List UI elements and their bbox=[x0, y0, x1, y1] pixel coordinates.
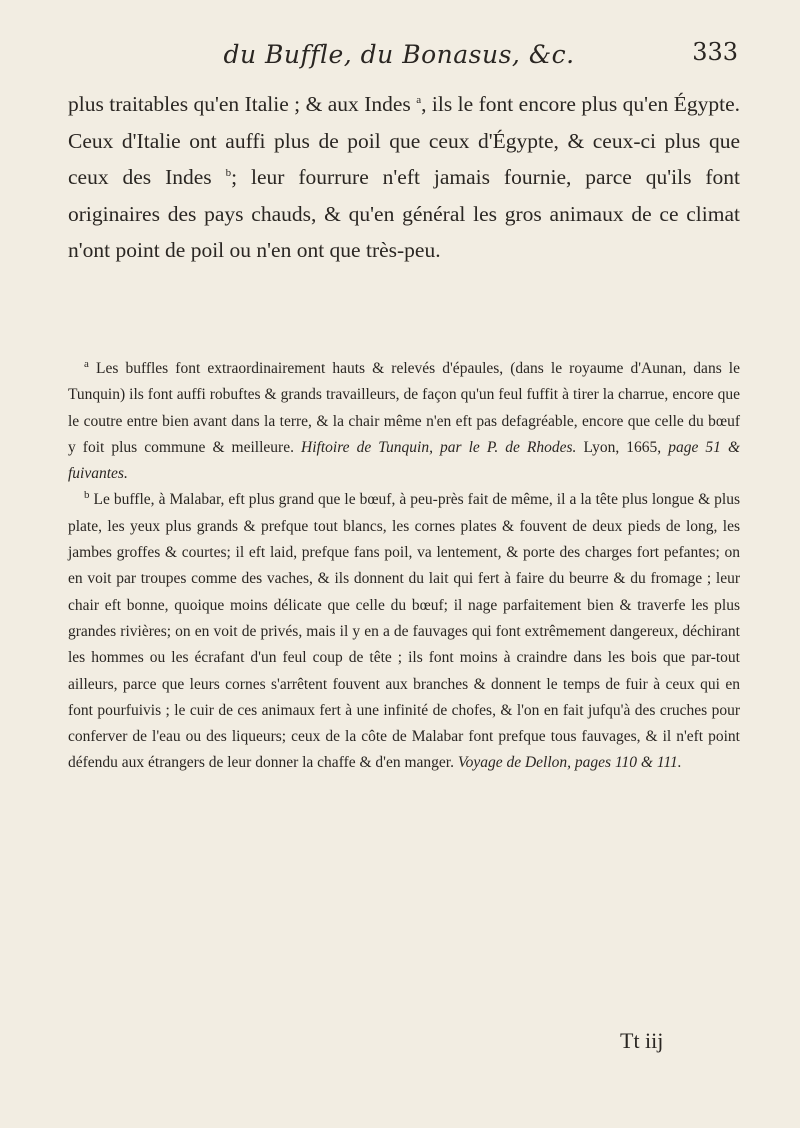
main-text-part2: , ils le font encore plus qu'en Égypte. Ceux d'Italie ont auffi plus de poil que ceux d'Égypte, & ceux-ci plus que ceux des Indes bbox=[68, 92, 741, 189]
page-number: 333 bbox=[692, 38, 738, 66]
footnote-b bbox=[68, 487, 740, 776]
main-text bbox=[68, 86, 740, 269]
footnote-a-citation-tail: Lyon, 1665, bbox=[583, 438, 662, 456]
footnote-a-text: Les buffles font extraordinairement hauts & relevés d'épaules, (dans le royaume d'Aunan, dans le Tunquin) ils font auffi robuftes & grands travailleurs, de façon qu'un feul fuffit à tirer la charrue, encore que le coutre entre bien avant dans la terre, & la chair même n'en eft pas defagréable, encore que celle du bœuf y foit plus commune & meilleure. bbox=[68, 360, 740, 456]
main-text-part3: ; leur fourrure n'eft jamais fournie, parce qu'ils font originaires des pays chauds, & qu'en général les gros animaux de ce climat n'ont point de poil ou n'en ont que très-peu. bbox=[68, 165, 740, 262]
footnote-a-citation: Hiftoire de Tunquin, par le P. de Rhodes. bbox=[301, 438, 577, 456]
footnotes bbox=[68, 356, 740, 777]
footnote-ref-b: b bbox=[225, 166, 232, 179]
footnote-marker-b: b bbox=[84, 489, 90, 502]
footnote-a-pages: page 51 & fuivantes. bbox=[68, 438, 741, 483]
footnote-a bbox=[68, 356, 740, 487]
footnote-marker-a: a bbox=[84, 357, 89, 370]
main-text-part1: plus traitables qu'en Italie ; & aux Indes bbox=[68, 92, 411, 116]
footnote-b-text: Le buffle, à Malabar, eft plus grand que le bœuf, à peu-près fait de même, il a la tête plus longue & plus plate, les yeux plus grands & prefque tout blancs, les cornes plates & fouvent de deux pieds de long, les jambes groffes & courtes; il eft laid, prefque fans poil, va lentement, & porte des charges fort pefantes; on en voit par troupes comme des vaches, & ils donnent du lait qui fert à faire du beurre & du fromage ; leur chair eft bonne, quoique moins délicate que celle du bœuf; il nage parfaitement bien & traverfe les plus grandes rivières; on en voit de privés, mais il y en a de fauvages qui font extrêmement dangereux, déchirant les hommes ou les écrafant d'un feul coup de tête ; ils font moins à craindre dans les bois que par-tout ailleurs, parce que leurs cornes s'arrêtent fouvent aux branches & donnent le temps de fuir à ceux qui en font pourfuivis ; le cuir de ces animaux fert à une infinité de chofes, & l'on en fait jufqu'à des cruches pour conferver de l'eau ou des liqueurs; ceux de la côte de Malabar font prefque tous fauvages, & il n'eft point défendu aux étrangers de leur donner la chaffe & d'en manger. bbox=[68, 491, 741, 772]
footnote-ref-a: a bbox=[416, 93, 422, 106]
signature-mark: Tt iij bbox=[620, 1028, 664, 1053]
running-title: du Buffle, du Bonasus, &c. bbox=[223, 40, 575, 69]
page-header bbox=[60, 36, 738, 76]
main-paragraph bbox=[68, 86, 740, 269]
footnote-b-citation: Voyage de Dellon, pages 110 & 111. bbox=[457, 754, 682, 772]
